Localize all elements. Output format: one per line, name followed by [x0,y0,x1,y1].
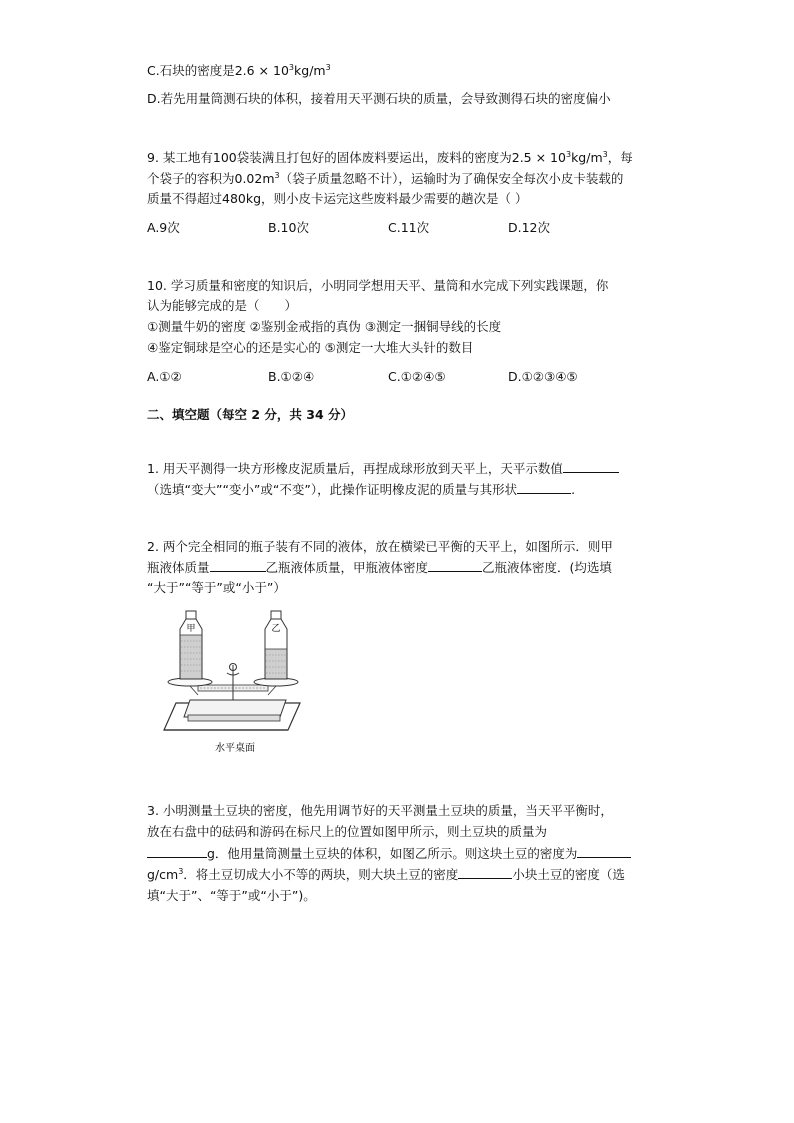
fill1-line-2 [147,481,575,499]
fill2-line-2-text-c: 乙瓶液体密度．(均选填 [482,560,612,575]
q8-option-c-unit: kg/m [294,63,326,78]
bottle-right [265,611,287,679]
fill1-line-2-tail: . [571,482,576,497]
q9-option-b: B.10次 [268,220,309,235]
section-heading: 二、填空题（每空 2 分，共 34 分） [147,407,354,422]
q9-line-2 [147,170,623,188]
fill1-line-1 [147,460,619,478]
q9-line-1 [147,149,633,167]
fill3-blank-2[interactable] [577,845,631,858]
fill3-line-1: 3. 小明测量土豆块的密度，他先用调节好的天平测量土豆块的质量，当天平平衡时， [147,803,613,818]
q9-line-1-exp: 3 [565,149,572,159]
q9-line-2-tail: （袋子质量忽略不计），运输时为了确保安全每次小皮卡装载的 [279,171,624,186]
fill3-line-5: 填“大于”、“等于”或“小于”)。 [147,888,316,903]
q10-option-c: C.①②④⑤ [388,369,446,384]
q9-option-c: C.11次 [388,220,430,235]
bottle-right-label: 乙 [271,624,281,634]
balance-base-front [188,715,280,721]
q8-option-c-unit-exp: 3 [325,62,331,72]
q9-line-2-exp: 3 [274,170,280,180]
fill3-blank-1[interactable] [147,845,207,858]
q8-option-d: D.若先用量筒测石块的体积，接着用天平测石块的质量，会导致测得石块的密度偏小 [147,91,611,106]
fill3-line-4 [147,866,625,884]
fill2-line-2 [147,559,612,577]
fill1-blank-1[interactable] [563,460,619,473]
q10-option-b: B.①②④ [268,369,315,384]
q8-option-c-text: C.石块的密度是2.6 × 10 [147,63,289,78]
bottle-left-label: 甲 [186,624,196,634]
bottle-left [180,611,202,679]
fill3-unit-exp: 3 [178,866,184,876]
q9-option-a: A.9次 [147,220,180,235]
left-pan-stem [190,686,198,695]
balance-base [184,700,286,717]
q8-option-c [147,62,331,80]
q10-line-4: ④鉴定铜球是空心的还是实心的 ⑤测定一大堆大头针的数目 [147,340,474,355]
fill3-line-4-text-a: ．将土豆切成大小不等的两块，则大块土豆的密度 [183,867,459,882]
q8-option-c-exp: 3 [288,62,295,72]
q9-option-d: D.12次 [508,220,551,235]
fill3-line-4-text-b: 小块土豆的密度（选 [512,867,625,882]
q9-line-1-unit: kg/m [571,150,603,165]
balance-figure [158,605,308,758]
fill2-line-2-text-b: 乙瓶液体质量，甲瓶液体密度 [265,560,429,575]
q10-line-2: 认为能够完成的是（ ） [147,298,298,313]
fill2-line-1: 2. 两个完全相同的瓶子装有不同的液体，放在横梁已平衡的天平上，如图所示．则甲 [147,539,613,554]
fill1-line-2-text: （选填“变大”“变小”或“不变”），此操作证明橡皮泥的质量与其形状 [147,482,518,497]
fill1-line-1-text: 1. 用天平测得一块方形橡皮泥质量后，再捏成球形放到天平上，天平示数值 [147,461,563,476]
fill2-line-2-text-a: 瓶液体质量 [147,560,210,575]
q9-line-1-unit-exp: 3 [602,149,608,159]
q9-line-2-text: 个袋子的容积为0.02m [147,171,275,186]
fill3-line-3-text: g．他用量筒测量土豆块的体积，如图乙所示。则这块土豆的密度为 [207,846,578,861]
fill2-blank-2[interactable] [428,559,482,572]
q9-line-1-tail: ，每 [607,150,633,165]
q9-line-1-text: 9. 某工地有100袋装满且打包好的固体废料要运出，废料的密度为2.5 × 10 [147,150,566,165]
fill3-line-3 [147,845,631,863]
q10-line-3: ①测量牛奶的密度 ②鉴别金戒指的真伪 ③测定一捆铜导线的长度 [147,319,502,334]
fill3-blank-3[interactable] [458,866,512,879]
figure-caption: 水平桌面 [215,743,255,754]
fill3-unit: g/cm [147,867,179,882]
q10-line-1: 10. 学习质量和密度的知识后，小明同学想用天平、量筒和水完成下列实践课题，你 [147,278,609,293]
fill1-blank-2[interactable] [517,481,571,494]
q10-option-a: A.①② [147,369,182,384]
fill2-line-3: “大于”“等于”或“小于”） [147,580,286,595]
fill2-blank-1[interactable] [210,559,266,572]
right-pan-stem [268,686,276,695]
q9-line-3: 质量不得超过480kg，则小皮卡运完这些废料最少需要的趟次是（ ） [147,191,528,206]
q10-option-d: D.①②③④⑤ [508,369,578,384]
fill3-line-2: 放在右盘中的砝码和游码在标尺上的位置如图甲所示，则土豆块的质量为 [147,824,548,839]
